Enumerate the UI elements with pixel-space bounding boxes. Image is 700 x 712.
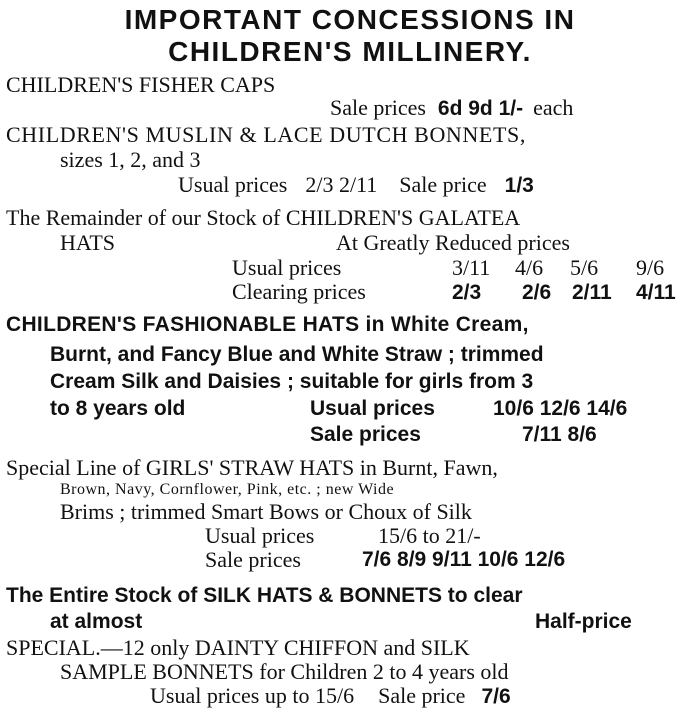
fisher-prices: 6d 9d 1/- (437, 97, 524, 120)
girls-straw-sale-prices: 7/6 8/9 9/11 10/6 12/6 (362, 548, 566, 571)
girls-straw-line-2: Brown, Navy, Cornflower, Pink, etc. ; new Wide (60, 481, 395, 498)
fashionable-usual-prices: 10/6 12/6 14/6 (493, 397, 628, 420)
muslin-sizes: sizes 1, 2, and 3 (60, 147, 201, 172)
galatea-usual-price-2: 5/6 (570, 255, 599, 280)
fashionable-line-2: Burnt, and Fancy Blue and White Straw ; trimmed (50, 343, 544, 366)
fashionable-line-3: Cream Silk and Daisies ; suitable for girls from 3 (50, 370, 534, 393)
fashionable-sale-label: Sale prices (310, 423, 421, 446)
girls-straw-line-1: Special Line of GIRLS' STRAW HATS in Burnt, Fawn, (6, 455, 498, 480)
silk-line-1: The Entire Stock of SILK HATS & BONNETS to clear (6, 584, 523, 607)
girls-straw-line-3: Brims ; trimmed Smart Bows or Choux of Silk (60, 499, 472, 524)
special-sale-label: Sale price (378, 683, 466, 708)
special-price-line (150, 685, 511, 707)
galatea-clearing-price-3: 4/11 (636, 281, 676, 304)
galatea-line-2-left: HATS (60, 230, 116, 255)
muslin-usual-label: Usual prices (178, 172, 288, 197)
galatea-usual-price-3: 9/6 (636, 255, 665, 280)
special-line-1: SPECIAL.—12 only DAINTY CHIFFON and SILK (6, 635, 470, 660)
girls-straw-sale-label: Sale prices (205, 547, 301, 572)
fashionable-usual-label: Usual prices (310, 397, 435, 420)
silk-line-2-right: Half-price (535, 610, 632, 633)
muslin-sale-price: 1/3 (504, 174, 534, 197)
galatea-clearing-price-1: 2/6 (522, 281, 552, 304)
galatea-line-2-right: At Greatly Reduced prices (336, 230, 570, 255)
galatea-usual-price-0: 3/11 (452, 255, 491, 280)
galatea-clearing-price-2: 2/11 (572, 281, 612, 304)
girls-straw-usual-label: Usual prices (205, 523, 315, 548)
galatea-usual-price-1: 4/6 (515, 255, 544, 280)
muslin-heading: CHILDREN'S MUSLIN & LACE DUTCH BONNETS, (6, 122, 526, 147)
special-line-2: SAMPLE BONNETS for Children 2 to 4 years old (60, 659, 509, 684)
special-usual-label: Usual prices up to 15/6 (150, 683, 355, 708)
fisher-price-line (330, 97, 573, 119)
muslin-sale-label: Sale price (399, 172, 487, 197)
galatea-line-1: The Remainder of our Stock of CHILDREN'S GALATEA (6, 205, 521, 230)
girls-straw-usual-prices: 15/6 to 21/- (378, 523, 481, 548)
galatea-clearing-price-0: 2/3 (452, 281, 482, 304)
title-line-2: CHILDREN'S MILLINERY. (168, 36, 532, 67)
muslin-usual-prices: 2/3 2/11 (305, 172, 378, 197)
fisher-heading: CHILDREN'S FISHER CAPS (6, 72, 276, 97)
fashionable-line-1: CHILDREN'S FASHIONABLE HATS in White Cream, (6, 313, 529, 336)
fisher-unit: each (533, 95, 574, 120)
fashionable-line-4-left: to 8 years old (50, 397, 186, 420)
galatea-clearing-label: Clearing prices (232, 279, 366, 304)
galatea-usual-label: Usual prices (232, 255, 342, 280)
fashionable-sale-prices: 7/11 8/6 (522, 423, 597, 446)
title-line-1: IMPORTANT CONCESSIONS IN (124, 4, 576, 35)
muslin-price-line (178, 174, 534, 196)
silk-line-2-left: at almost (50, 610, 143, 633)
special-sale-price: 7/6 (481, 685, 511, 708)
fisher-sale-label: Sale prices (330, 95, 426, 120)
